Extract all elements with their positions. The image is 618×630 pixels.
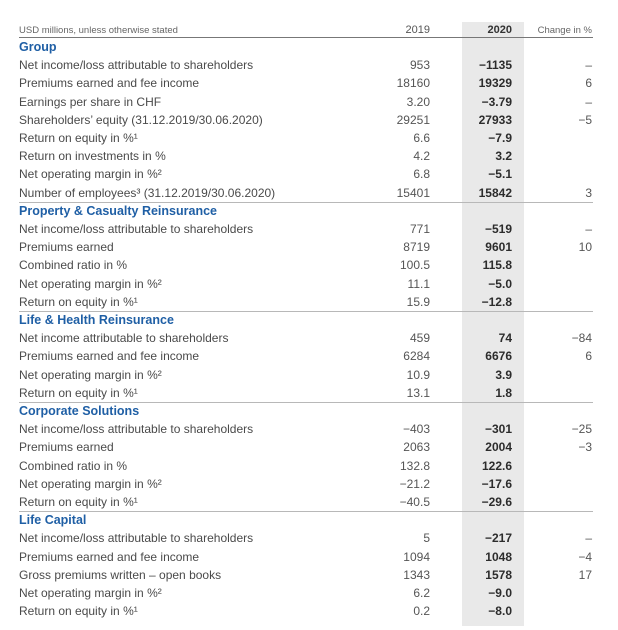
- value-2019: 3.20: [406, 94, 430, 109]
- change-percent: 10: [578, 240, 592, 255]
- table-row: [19, 93, 593, 111]
- row-label: Net income/loss attributable to shareholders: [19, 222, 254, 236]
- value-2020: 115.8: [482, 258, 512, 273]
- change-percent: 3: [585, 185, 592, 200]
- table-row: [19, 602, 593, 620]
- value-2020: 122.6: [481, 458, 512, 473]
- value-2020: −519: [484, 222, 512, 236]
- header-divider: [19, 37, 593, 38]
- table-row: [19, 74, 593, 92]
- change-percent: −3: [578, 440, 592, 455]
- section-title: Corporate Solutions: [19, 404, 140, 418]
- value-2019: −40.5: [399, 495, 430, 509]
- row-label: Shareholders’ equity (31.12.2019/30.06.2020): [19, 112, 263, 127]
- value-2019: 459: [409, 331, 430, 346]
- table-row: [19, 256, 593, 274]
- change-percent: −4: [578, 549, 592, 564]
- row-label: Earnings per share in CHF: [19, 94, 162, 109]
- value-2020: −9.0: [488, 586, 512, 600]
- row-label: Net income/loss attributable to shareholders: [19, 58, 254, 73]
- table-row: [19, 111, 593, 129]
- row-label: Net operating margin in %²: [19, 276, 162, 291]
- change-percent: –: [585, 58, 592, 73]
- value-2019: 6.6: [413, 131, 430, 145]
- value-2020: 27933: [478, 112, 512, 127]
- value-2020: −217: [484, 531, 512, 546]
- column-header-change: Change in %: [537, 25, 592, 36]
- table-row: [19, 293, 593, 311]
- value-2020: −301: [484, 422, 512, 437]
- value-2019: 132.8: [399, 458, 430, 473]
- row-label: Return on equity in %¹: [19, 604, 138, 619]
- value-2019: 18160: [396, 76, 430, 91]
- value-2019: −21.2: [399, 476, 430, 491]
- value-2019: 15401: [396, 185, 430, 200]
- table-row: [19, 147, 593, 165]
- table-row: [19, 529, 593, 547]
- value-2020: −5.1: [488, 167, 512, 182]
- row-label: Premiums earned: [19, 440, 114, 455]
- table-row: [19, 584, 593, 602]
- change-percent: 6: [585, 76, 592, 91]
- table-row: [19, 184, 593, 202]
- value-2019: 8719: [403, 240, 430, 255]
- row-label: Net operating margin in %²: [19, 476, 162, 491]
- row-label: Gross premiums written – open books: [19, 567, 222, 582]
- value-2020: −5.0: [488, 276, 512, 291]
- change-percent: −84: [571, 331, 592, 346]
- row-label: Premiums earned and fee income: [19, 76, 200, 91]
- row-label: Premiums earned: [19, 240, 114, 255]
- column-header-2019: 2019: [405, 24, 430, 36]
- value-2020: 1.8: [495, 385, 512, 400]
- value-2020: −17.6: [481, 476, 512, 491]
- table-row: [19, 329, 593, 347]
- table-row: [19, 566, 593, 584]
- value-2020: 6676: [485, 349, 512, 364]
- table-row: [19, 129, 593, 147]
- value-2020: 3.2: [495, 149, 512, 164]
- row-label: Net operating margin in %²: [19, 367, 162, 382]
- row-label: Return on equity in %¹: [19, 131, 138, 145]
- change-percent: −5: [578, 112, 592, 127]
- unit-label: USD millions, unless otherwise stated: [19, 25, 178, 36]
- table-row: [19, 220, 593, 238]
- section-divider: [19, 511, 593, 512]
- value-2020: 74: [498, 331, 512, 346]
- row-label: Return on equity in %¹: [19, 495, 138, 509]
- value-2020: −3.79: [481, 94, 512, 109]
- change-percent: –: [585, 222, 592, 236]
- value-2020: −7.9: [488, 131, 512, 145]
- row-label: Premiums earned and fee income: [19, 349, 200, 364]
- row-label: Return on equity in %¹: [19, 294, 138, 309]
- value-2019: 1343: [403, 567, 430, 582]
- section-title: Property & Casualty Reinsurance: [19, 203, 217, 218]
- change-percent: 6: [585, 349, 592, 364]
- value-2020: −29.6: [481, 495, 512, 509]
- value-2019: 29251: [396, 112, 430, 127]
- section-title: Group: [19, 40, 57, 54]
- value-2020: −1135: [478, 58, 512, 73]
- value-2019: 771: [409, 222, 430, 236]
- row-label: Net operating margin in %²: [19, 167, 162, 182]
- value-2019: −403: [402, 422, 430, 437]
- change-percent: –: [585, 531, 592, 546]
- value-2019: 10.9: [406, 367, 430, 382]
- value-2019: 6.2: [413, 586, 430, 600]
- value-2019: 0.2: [413, 604, 430, 619]
- change-percent: −25: [571, 422, 592, 437]
- row-label: Combined ratio in %: [19, 258, 128, 273]
- row-label: Net income attributable to shareholders: [19, 331, 229, 346]
- row-label: Net income/loss attributable to shareholders: [19, 422, 254, 437]
- table-row: [19, 347, 593, 365]
- value-2020: 19329: [478, 76, 512, 91]
- value-2020: 3.9: [495, 367, 512, 382]
- section-title: Life & Health Reinsurance: [19, 313, 174, 327]
- value-2020: −8.0: [488, 604, 512, 619]
- column-header-2020: 2020: [487, 24, 512, 36]
- row-label: Number of employees³ (31.12.2019/30.06.2020): [19, 185, 276, 200]
- table-row: [19, 457, 593, 475]
- value-2020: 1578: [485, 567, 512, 582]
- table-row: [19, 238, 593, 256]
- value-2020: 9601: [485, 240, 512, 255]
- value-2019: 100.5: [399, 258, 430, 273]
- table-row: [19, 438, 593, 456]
- table-row: [19, 548, 593, 566]
- table-row: [19, 384, 593, 402]
- table-row: [19, 56, 593, 74]
- row-label: Net operating margin in %²: [19, 586, 162, 600]
- value-2019: 5: [423, 531, 430, 546]
- table-row: [19, 366, 593, 384]
- table-row: [19, 420, 593, 438]
- section-title: Life Capital: [19, 513, 87, 528]
- row-label: Return on equity in %¹: [19, 385, 138, 400]
- value-2020: 1048: [485, 549, 512, 564]
- row-label: Combined ratio in %: [19, 458, 128, 473]
- row-label: Premiums earned and fee income: [19, 549, 200, 564]
- change-percent: –: [585, 94, 592, 109]
- value-2019: 13.1: [406, 385, 430, 400]
- value-2020: 15842: [478, 185, 512, 200]
- row-label: Return on investments in %: [19, 149, 166, 164]
- value-2019: 6.8: [413, 167, 430, 182]
- table-row: [19, 275, 593, 293]
- value-2019: 1094: [403, 549, 430, 564]
- value-2019: 953: [409, 58, 430, 73]
- value-2019: 11.1: [407, 276, 430, 291]
- table-row: [19, 493, 593, 511]
- value-2020: −12.8: [481, 294, 512, 309]
- value-2020: 2004: [485, 440, 512, 455]
- row-label: Net income/loss attributable to shareholders: [19, 531, 254, 546]
- table-row: [19, 475, 593, 493]
- table-row: [19, 165, 593, 183]
- change-percent: 17: [578, 567, 592, 582]
- value-2019: 2063: [403, 440, 430, 455]
- value-2019: 4.2: [413, 149, 430, 164]
- value-2019: 15.9: [406, 294, 430, 309]
- value-2019: 6284: [403, 349, 430, 364]
